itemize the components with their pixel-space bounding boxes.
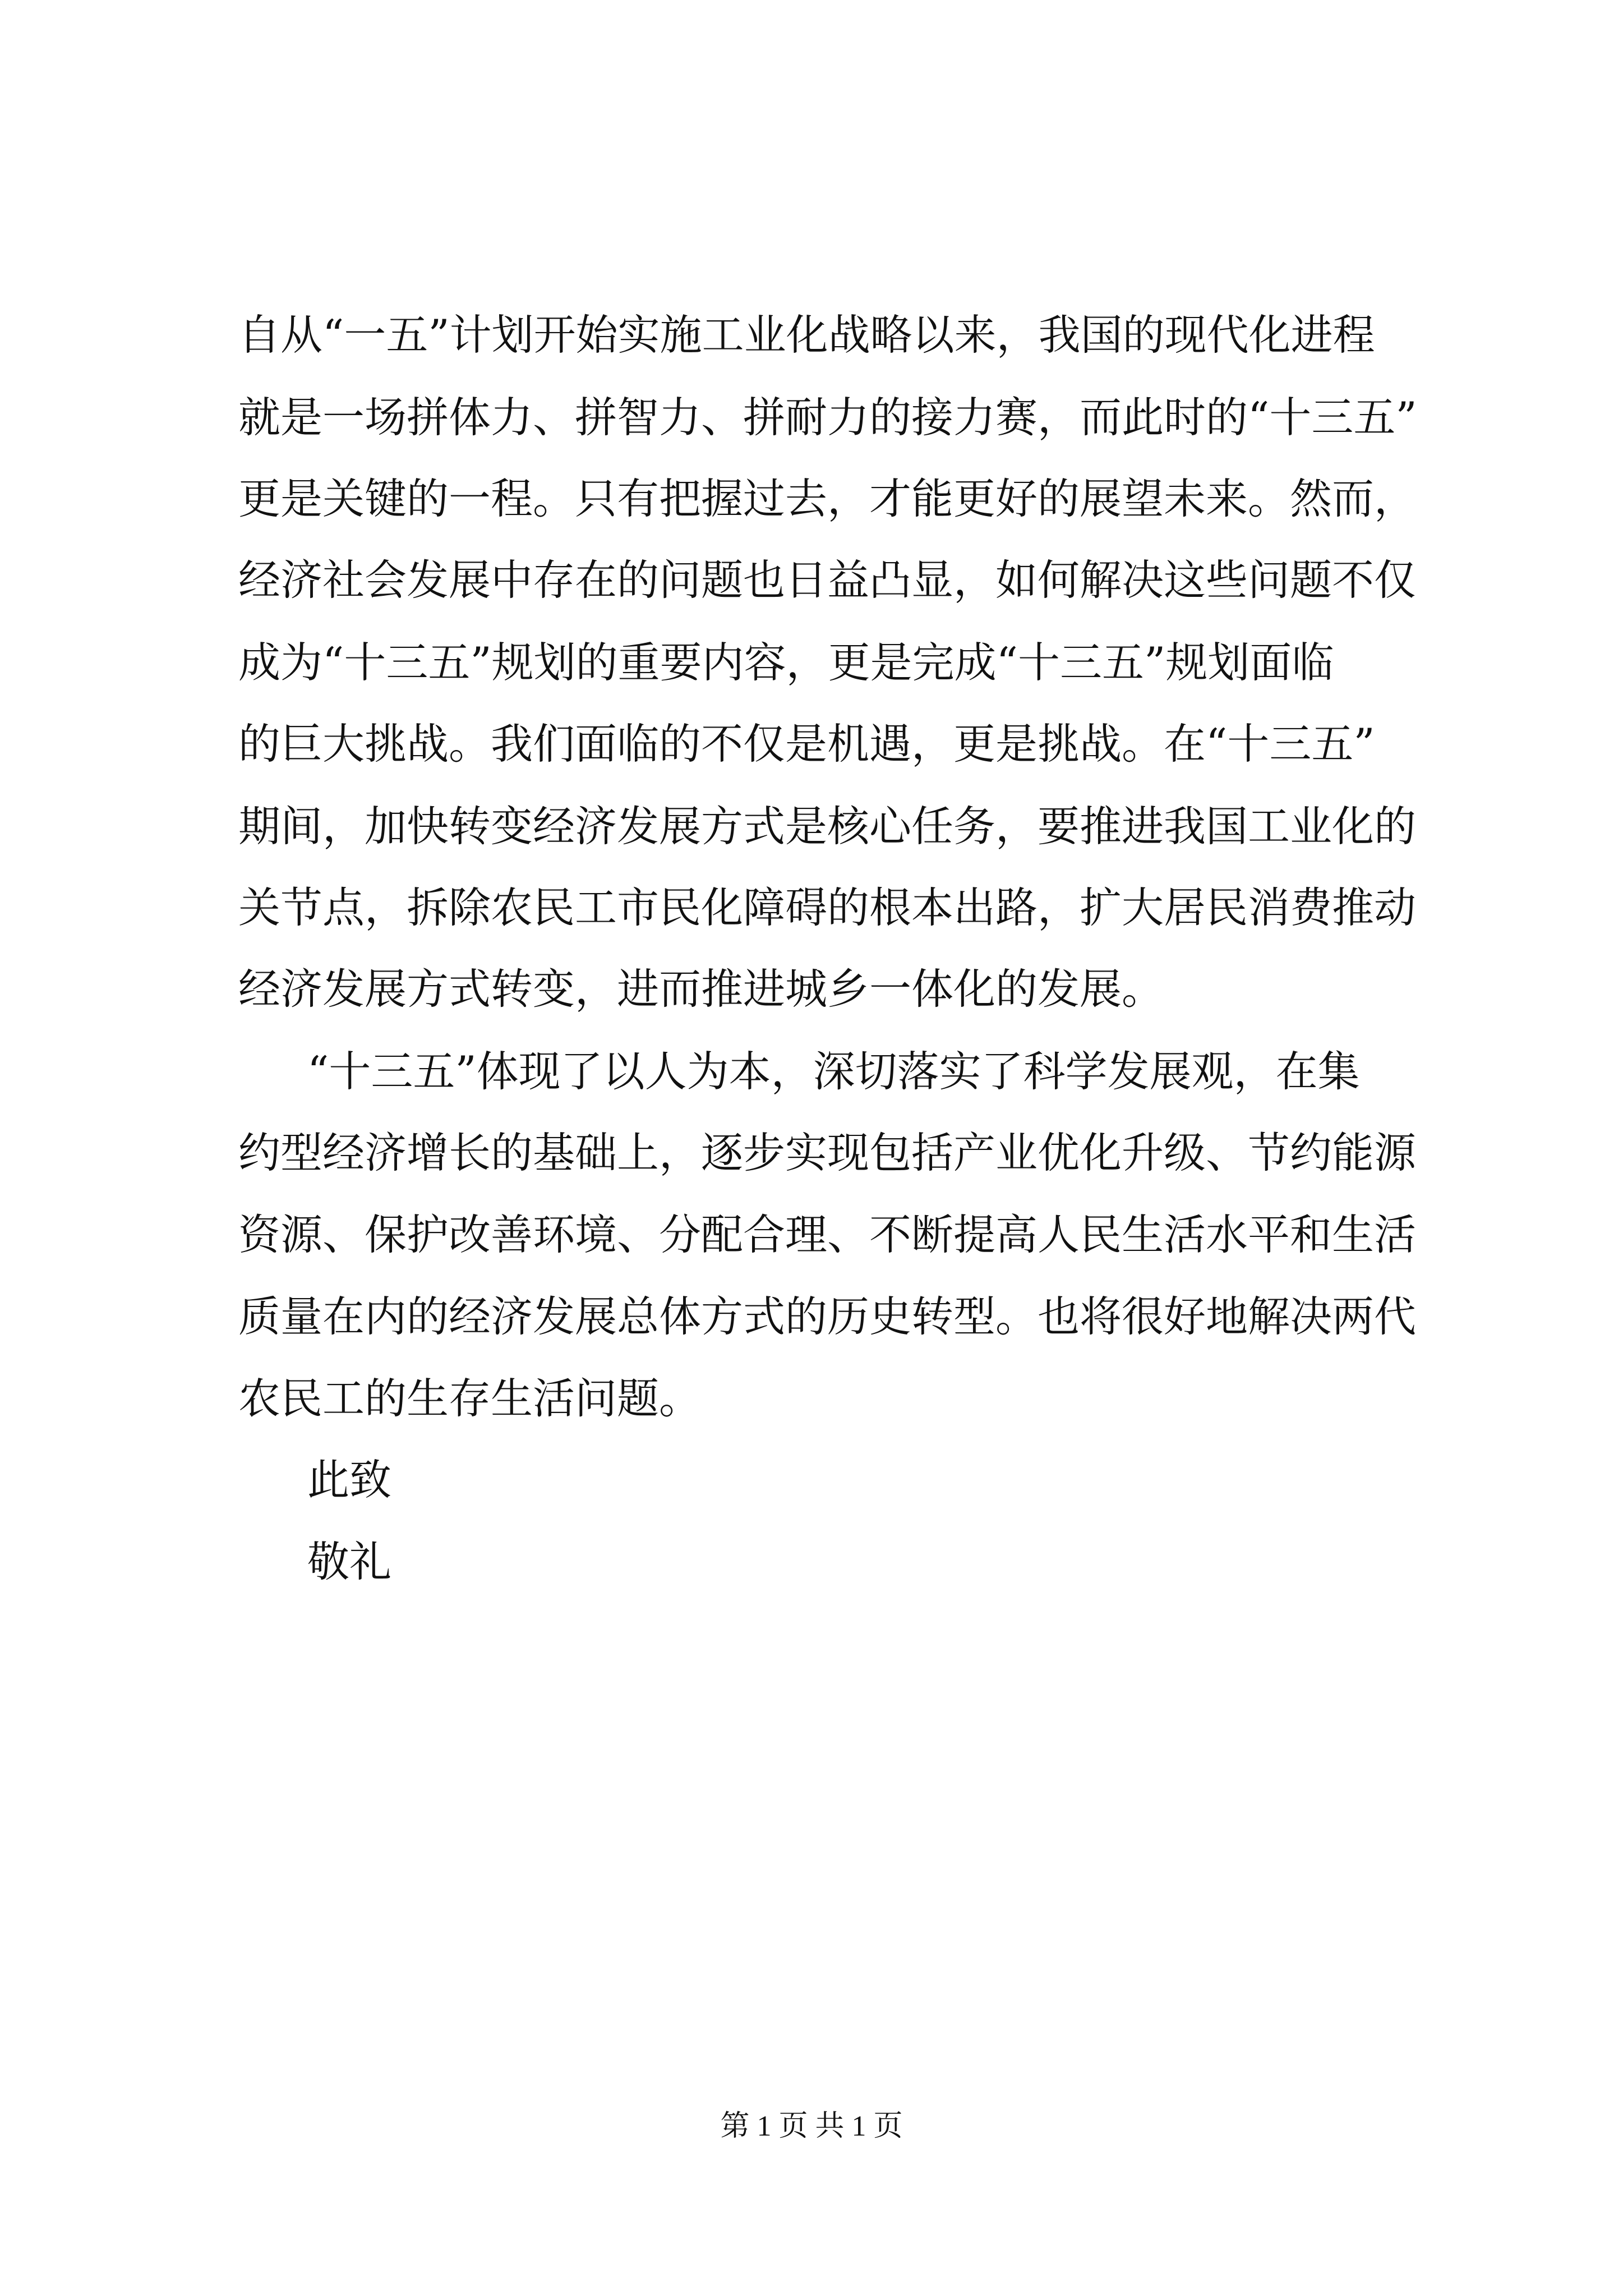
paragraph-1-line-9: 经济发展方式转变，进而推进城乡一体化的发展。 bbox=[238, 964, 1164, 1014]
paragraph-2-line-3: 资源、保护改善环境、分配合理、不断提高人民生活水平和生活 bbox=[238, 1210, 1417, 1259]
paragraph-1-line-4: 经济社会发展中存在的问题也日益凸显，如何解决这些问题不仅 bbox=[238, 555, 1417, 605]
paragraph-2-line-4: 质量在内的经济发展总体方式的历史转型。也将很好地解决两代 bbox=[238, 1292, 1417, 1341]
closing-regards: 敬礼 bbox=[307, 1537, 392, 1586]
paragraph-1-line-3: 更是关键的一程。只有把握过去，才能更好的展望未来。然而， bbox=[238, 474, 1417, 523]
paragraph-2-line-1: “十三五”体现了以人为本，深切落实了科学发展观，在集 bbox=[307, 1047, 1360, 1096]
paragraph-1-line-2: 就是一场拼体力、拼智力、拼耐力的接力赛，而此时的“十三五” bbox=[238, 393, 1417, 442]
paragraph-2-line-2: 约型经济增长的基础上，逐步实现包括产业优化升级、节约能源 bbox=[238, 1128, 1417, 1177]
paragraph-1-line-1: 自从“一五”计划开始实施工业化战略以来，我国的现代化进程 bbox=[238, 310, 1375, 360]
paragraph-1-line-7: 期间，加快转变经济发展方式是核心任务，要推进我国工业化的 bbox=[238, 802, 1417, 851]
closing-salutation: 此致 bbox=[307, 1455, 392, 1504]
paragraph-1-line-8: 关节点，拆除农民工市民化障碍的根本出路，扩大居民消费推动 bbox=[238, 883, 1417, 932]
paragraph-2-line-5: 农民工的生存生活问题。 bbox=[238, 1374, 702, 1423]
paragraph-1-line-5: 成为“十三五”规划的重要内容，更是完成“十三五”规划面临 bbox=[238, 638, 1334, 687]
page-number-footer: 第 1 页 共 1 页 bbox=[720, 2110, 903, 2142]
paragraph-1-line-6: 的巨大挑战。我们面临的不仅是机遇，更是挑战。在“十三五” bbox=[238, 719, 1375, 769]
